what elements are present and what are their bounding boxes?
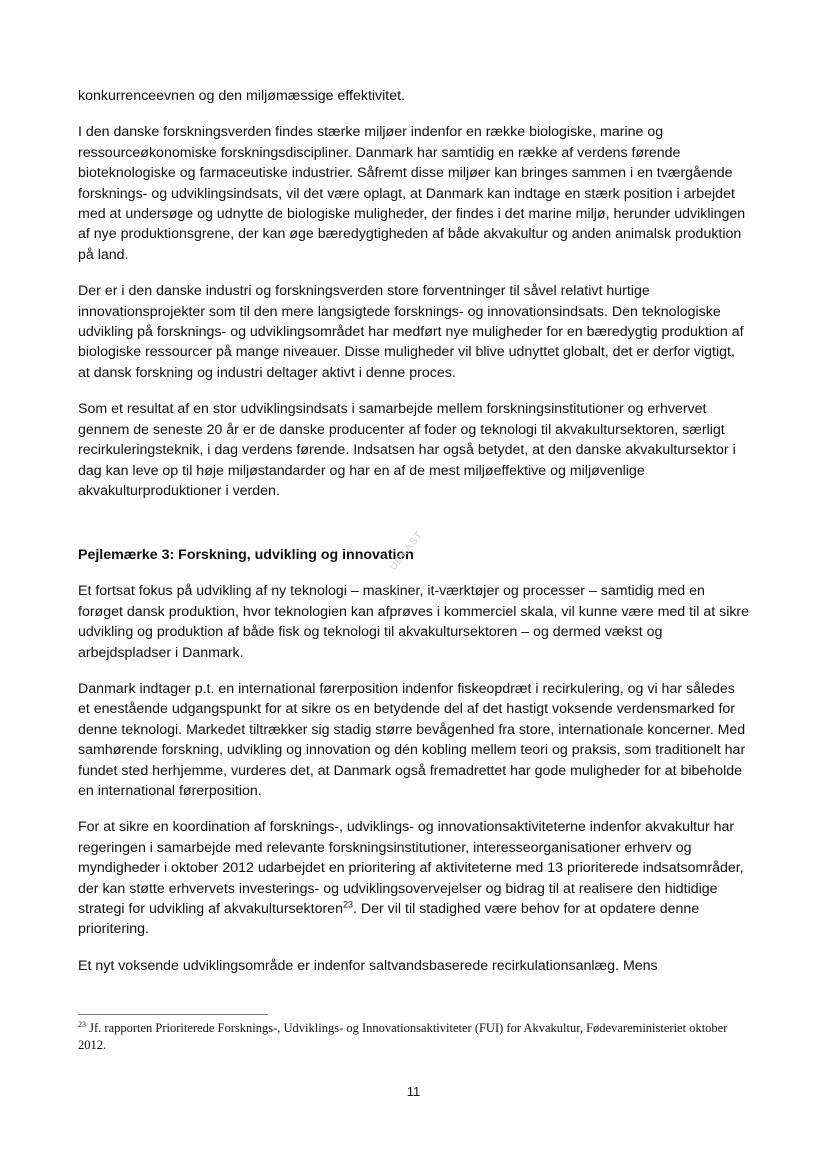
paragraph-tail: . Der vil til stadighed være behov for at opdatere denne prioritering. bbox=[78, 901, 700, 938]
paragraph: Danmark indtager p.t. en international førerposition indenfor fiskeopdræt i recirkulering, og vi har således et enestående udgangspunkt for at sikre os en betydende del af det hastigt voksende verdensmarked for denne teknologi. Markedet tiltrækker sig stadig større bevågenhed fra store, internationale koncerner. Med samhørende forskning, udvikling og innovation og dén kobling mellem teori og praksis, som traditionelt har fundet sted herhjemme, vurderes det, at Danmark også fremadrettet har gode muligheder for at bibeholde en international førerposition. bbox=[78, 680, 746, 799]
section-heading: Pejlemærke 3: Forskning, udvikling og innovation bbox=[78, 547, 414, 564]
page-number: 11 bbox=[406, 1084, 421, 1099]
footnote-divider bbox=[78, 1014, 268, 1015]
watermark: UDKAST bbox=[388, 529, 426, 573]
footnote-reference[interactable]: 23 bbox=[342, 899, 353, 910]
paragraph: Som et resultat af en stor udviklingsindsats i samarbejde mellem forskningsinstitutioner og erhvervet gennem de seneste 20 år er de danske producenter af foder og teknologi til akvakultursektoren, særligt recirkuleringsteknik, i dag verdens førende. Indsatsen har også betydet, at den danske akvakultursektor i dag kan leve op til høje miljøstandarder og har en af de mest miljøeffektive og miljøvenlige akvakulturproduktioner i verden. bbox=[78, 401, 736, 499]
footnote-text: Jf. rapporten Prioriterede Forsknings-, Udviklings- og Innovationsaktiviteter (FUI) for Akvakultur, Fødevareministeriet oktober 2012. bbox=[78, 1021, 728, 1052]
footnote bbox=[78, 1020, 758, 1054]
paragraph: I den danske forskningsverden findes stærke miljøer indenfor en række biologiske, marine og ressourceøkonomiske forskningsdiscipliner. Danmark har samtidig en række af verdens førende bioteknologiske og farmaceutiske industrier. Såfremt disse miljøer kan bringes sammen i en tværgående forsknings- og udviklingsindsats, vil det være oplagt, at Danmark kan indtage en stærk position i arbejdet med at undersøge og udnytte de biologiske muligheder, der findes i det marine miljø, herunder udviklingen af nye produktionsgrene, der kan øge bæredygtigheden af både akvakultur og anden animalsk produktion på land. bbox=[78, 124, 746, 263]
footnote-number: 23 bbox=[78, 1019, 86, 1029]
paragraph-text: For at sikre en koordination af forsknings-, udviklings- og innovationsaktiviteterne indenfor akvakultur har regeringen i samarbejde med relevante forskningsinstitutioner, interesseorganisationer erhverv og myndigheder i oktober 2012 udarbejdet en prioritering af aktiviteterne med 13 prioriterede indsatsområder, der kan støtte erhvervets investerings- og udviklingsovervejelser og bidrag til at realisere den hidtidige strategi for udvikling af akvakultursektoren bbox=[78, 819, 744, 917]
paragraph: Et fortsat fokus på udvikling af ny teknologi – maskiner, it-værktøjer og processer – samtidig med en forøget dansk produktion, hvor teknologien kan afprøves i kommerciel skala, vil kunne være med til at sikre udvikling og produktion af både fisk og teknologi til akvakultursektoren – og dermed vækst og arbejdspladser i Danmark. bbox=[78, 583, 750, 661]
paragraph-with-footnote bbox=[78, 817, 750, 939]
paragraph: konkurrenceevnen og den miljømæssige effektivitet. bbox=[78, 88, 405, 104]
paragraph: Et nyt voksende udviklingsområde er indenfor saltvandsbaserede recirkulationsanlæg. Mens bbox=[78, 957, 658, 974]
paragraph: Der er i den danske industri og forskningsverden store forventninger til såvel relativt hurtige innovationsprojekter som til den mere langsigtede forsknings- og innovationsindsats. Den teknologiske udvikling på forsknings- og udviklingsområdet har medført nye muligheder for en bæredygtig produktion af biologiske ressourcer på mange niveauer. Disse muligheder vil blive udnyttet globalt, det er derfor vigtigt, at dansk forskning og industri deltager aktivt i denne proces. bbox=[78, 283, 744, 381]
